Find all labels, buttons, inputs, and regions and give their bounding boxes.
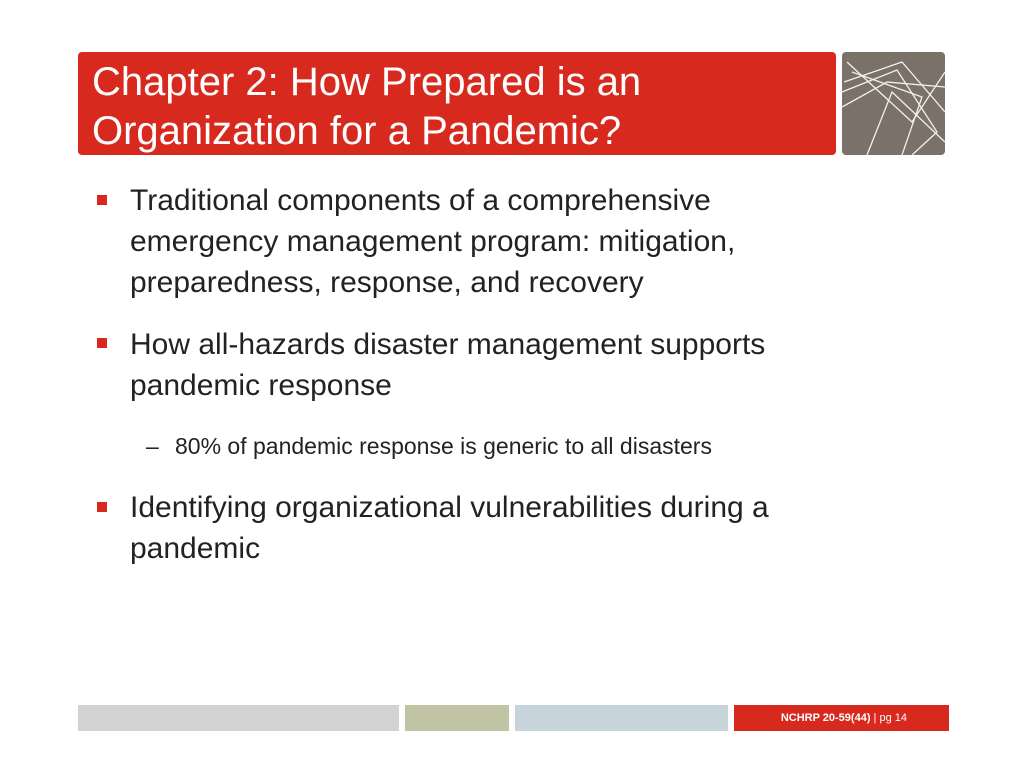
- page-number: pg 14: [879, 712, 907, 724]
- bullet-marker: [97, 502, 107, 512]
- logo-lines-icon: [842, 52, 945, 155]
- sub-bullet-text: 80% of pandemic response is generic to all disasters: [175, 433, 712, 459]
- slide-title-line-2: Organization for a Pandemic?: [92, 109, 622, 153]
- footer-label: [734, 705, 949, 731]
- sub-bullet-dash: –: [146, 433, 159, 459]
- bullet-1-line-2: emergency management program: mitigation,: [130, 225, 736, 258]
- title-banner: [78, 52, 836, 155]
- bullet-1-line-1: Traditional components of a comprehensive: [130, 184, 711, 217]
- footer-bar-olive: [405, 705, 509, 731]
- footer-separator: |: [873, 712, 877, 724]
- bullet-2-line-1: How all-hazards disaster management supports: [130, 328, 766, 361]
- bullet-marker: [97, 195, 107, 205]
- bullet-marker: [97, 338, 107, 348]
- bullet-3-line-1: Identifying organizational vulnerabilities during a: [130, 491, 769, 524]
- slide-title-line-1: Chapter 2: How Prepared is an: [92, 60, 642, 104]
- bullet-2-line-2: pandemic response: [130, 369, 392, 402]
- footer-bar-blue: [515, 705, 728, 731]
- footer-project-id: NCHRP 20-59(44): [780, 712, 871, 724]
- logo-graphic: [842, 52, 945, 155]
- footer-bar-gray: [78, 705, 399, 731]
- bullet-1-line-3: preparedness, response, and recovery: [130, 266, 644, 299]
- bullet-3-line-2: pandemic: [130, 532, 261, 565]
